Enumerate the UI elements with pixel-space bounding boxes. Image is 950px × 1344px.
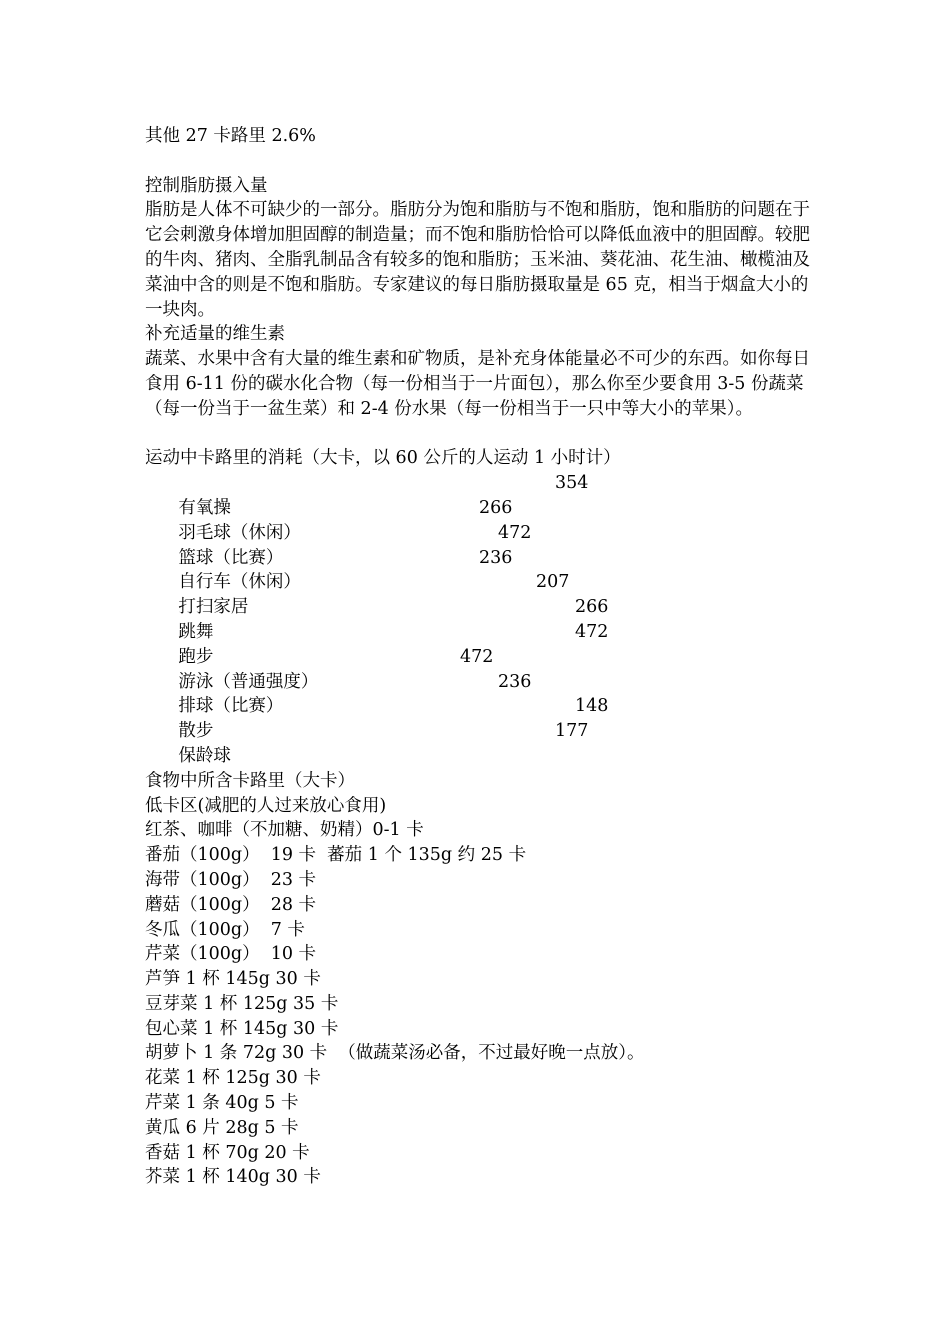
exercise-name: 跑步	[178, 646, 214, 667]
food-item: 芦笋 1 杯 145g 30 卡	[145, 969, 321, 990]
exercise-value: 266	[479, 497, 513, 518]
exercise-name: 散步	[178, 721, 214, 742]
blank-line	[145, 422, 815, 447]
other-calories-line: 其他 27 卡路里 2.6%	[145, 126, 316, 146]
food-item: 蘑菇（100g） 28 卡	[145, 894, 317, 915]
exercise-heading: 运动中卡路里的消耗（大卡，以 60 公斤的人运动 1 小时计）	[145, 448, 621, 469]
food-item: 豆芽菜 1 杯 125g 35 卡	[145, 993, 339, 1014]
exercise-list	[145, 471, 815, 766]
food-item: 红茶、咖啡（不加糖、奶精）0-1 卡	[145, 820, 424, 841]
food-item: 芥菜 1 杯 140g 30 卡	[145, 1167, 321, 1188]
fat-paragraph: 脂肪是人体不可缺少的一部分。脂肪分为饱和脂肪与不饱和脂肪，饱和脂肪的问题在于它会刺激身体增加胆固醇的制造量；而不饱和脂肪恰恰可以降低血液中的胆固醇。较肥的牛肉、猪肉、全脂乳制品含有较多的饱和脂肪；玉米油、葵花油、花生油、橄榄油及菜油中含的则是不饱和脂肪。专家建议的每日脂肪摄取量是 65 克，相当于烟盒大小的一块肉。	[145, 200, 810, 320]
exercise-name: 打扫家居	[178, 597, 249, 618]
blank-line	[145, 149, 815, 174]
vitamin-heading: 补充适量的维生素	[145, 324, 285, 345]
exercise-name: 自行车（休闲）	[178, 572, 301, 593]
exercise-name: 游泳（普通强度）	[178, 671, 319, 692]
exercise-name: 篮球（比赛）	[178, 547, 284, 568]
food-heading: 食物中所含卡路里（大卡）	[145, 770, 355, 791]
food-item: 胡萝卜 1 条 72g 30 卡 （做蔬菜汤必备，不过最好晚一点放）。	[145, 1043, 645, 1064]
exercise-value: 472	[460, 646, 494, 667]
exercise-value: 236	[479, 547, 513, 568]
food-item: 芹菜 1 条 40g 5 卡	[145, 1093, 299, 1114]
exercise-value: 472	[575, 621, 609, 642]
food-item: 香菇 1 杯 70g 20 卡	[145, 1142, 310, 1163]
fat-heading: 控制脂肪摄入量	[145, 175, 268, 196]
vitamin-paragraph: 蔬菜、水果中含有大量的维生素和矿物质，是补充身体能量必不可少的东西。如你每日食用 6-11 份的碳水化合物（每一份相当于一片面包），那么你至少要食用 3-5 份蔬菜（每一份当于一盆生菜）和 2-4 份水果（每一份相当于一只中等大小的苹果）。	[145, 349, 810, 419]
food-item: 芹菜（100g） 10 卡	[145, 944, 317, 965]
exercise-name: 保龄球	[178, 745, 231, 766]
food-item: 冬瓜（100g） 7 卡	[145, 919, 305, 940]
exercise-value: 207	[536, 572, 570, 593]
exercise-name: 跳舞	[178, 621, 214, 642]
exercise-value: 266	[575, 597, 609, 618]
exercise-value: 148	[575, 696, 609, 717]
exercise-name: 有氧操	[178, 497, 231, 518]
food-item: 花菜 1 杯 125g 30 卡	[145, 1068, 321, 1089]
food-item: 包心菜 1 杯 145g 30 卡	[145, 1018, 339, 1039]
food-subheading: 低卡区(减肥的人过来放心食用)	[145, 795, 387, 816]
food-item: 黄瓜 6 片 28g 5 卡	[145, 1117, 299, 1138]
exercise-value: 472	[498, 522, 532, 543]
exercise-value: 177	[555, 721, 589, 742]
exercise-name: 排球（比赛）	[178, 696, 284, 717]
exercise-row	[145, 719, 815, 766]
exercise-row	[145, 620, 815, 667]
exercise-value: 354	[555, 473, 589, 494]
document-page	[145, 124, 815, 1190]
food-item: 海带（100g） 23 卡	[145, 869, 317, 890]
exercise-value: 236	[498, 671, 532, 692]
exercise-name: 羽毛球（休闲）	[178, 522, 301, 543]
food-item: 番茄（100g） 19 卡 蕃茄 1 个 135g 约 25 卡	[145, 845, 527, 866]
blank-line	[145, 744, 815, 769]
food-list	[145, 818, 815, 1190]
